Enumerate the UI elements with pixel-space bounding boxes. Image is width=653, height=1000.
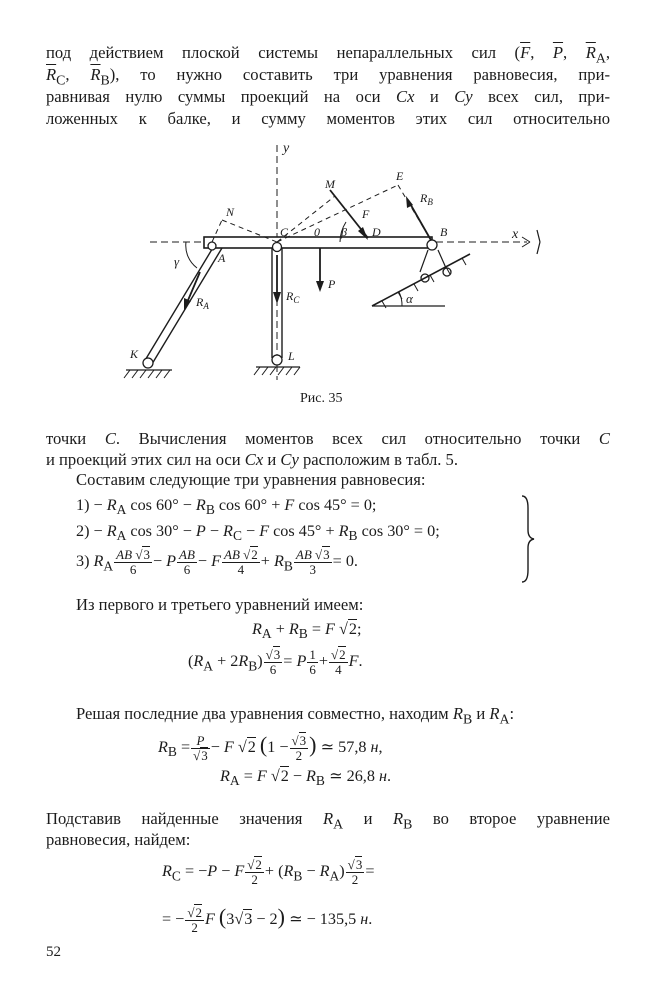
label-alpha: α [406, 291, 413, 306]
label-A: A [218, 251, 226, 265]
equation-3: 3) $R_A$ $\frac{AB √3}{6}$ − P $\frac{AB}{6}$ − F $\frac{AB √2}{4}$ + $R_B$ $\frac{AB √3}{3}$ = 0. [76, 547, 358, 577]
system-eq-2: $(R_A + 2R_B)$ $\frac{√3}{6}$ = P $\frac{1}{6}$ + $\frac{√2}{4}$ F. [188, 647, 363, 677]
label-C: C [280, 225, 289, 239]
solving-line: Решая последние два уравнения совместно, находим $R_B$ и $R_A$: [76, 704, 515, 727]
label-N: N [226, 205, 235, 219]
label-RC: $R_C$ [286, 289, 300, 305]
intro-line-2: $\overline{R}_C$, $\overline{R}_B$), то нужно составить три уравнения равновесия, при- [46, 65, 611, 88]
substituting-line-2: равновесия, найдем: [46, 830, 191, 849]
intro-line-1: под действием плоской системы непараллельных сил ($\overline{F}$, $\overline{P}$, $\overline{R}_A$, [46, 43, 611, 66]
solution-RA: $R_A = F$ $√2 - R_B$ ≃ 26,8 н. [220, 767, 392, 789]
label-x: x [512, 227, 519, 242]
label-D: D [372, 225, 381, 239]
equilibrium-intro: Составим следующие три уравнения равновесия: [76, 470, 426, 489]
equation-1: $1) - R_A$ $\cos 60^\circ - R_B$ cos 60° + F cos 45° = 0; [76, 496, 377, 518]
intro-line-3: равнивая нулю суммы проекций на оси Cx и Cy всех сил, при- [46, 87, 610, 106]
label-E: E [396, 169, 404, 183]
rc-eq-1: $R_C = -P - F$ $\frac{√2}{2}$ + $(R_B - R_A)$ $\frac{√3}{2}$ = [162, 857, 375, 887]
label-B: B [440, 225, 448, 239]
para2-line-2: и проекций этих сил на оси Cx и Cy расположим в табл. 5. [46, 450, 459, 469]
intro-line-4: ложенных к балке, и сумму моментов этих сил относительно [46, 109, 610, 128]
para2-line-1: точки C. Вычисления моментов всех сил относительно точки C [46, 429, 610, 448]
label-y: y [283, 141, 290, 156]
system-eq-1: $R_A + R_B = F$ √2; [252, 620, 362, 642]
page-number: 52 [46, 944, 61, 960]
label-beta: β [341, 225, 347, 239]
solution-RB: $R_B$ = $\frac{P}{√3}$ − F √2 (1 − $\frac{√3}{2}$ ) ≃ 57,8 н, [158, 732, 383, 763]
figure-caption: Рис. 35 [300, 391, 343, 406]
label-K: K [130, 347, 139, 361]
substituting-line-1: Подставив найденные значения $R_A$ и $R_B$ во второе уравнение [46, 809, 610, 832]
label-P: P [328, 277, 336, 291]
from-first-third: Из первого и третьего уравнений имеем: [76, 595, 364, 614]
equation-2: $2) - R_A$ $\cos 30^\circ - P - R_C - F$ $\cos 45^\circ + R_B$ cos 30° = 0; [76, 522, 440, 544]
label-RA: $R_A$ [196, 295, 209, 311]
rc-eq-2: = − $\frac{√2}{2}$ F (3√3 − 2) ≃ − 135,5 н. [162, 904, 373, 935]
label-RB: $R_B$ [420, 191, 433, 207]
label-M: M [325, 177, 335, 191]
label-F: F [362, 207, 370, 221]
label-gamma: γ [174, 254, 180, 269]
label-O: 0 [314, 225, 320, 239]
label-L: L [288, 349, 295, 363]
equations-brace [518, 494, 538, 584]
